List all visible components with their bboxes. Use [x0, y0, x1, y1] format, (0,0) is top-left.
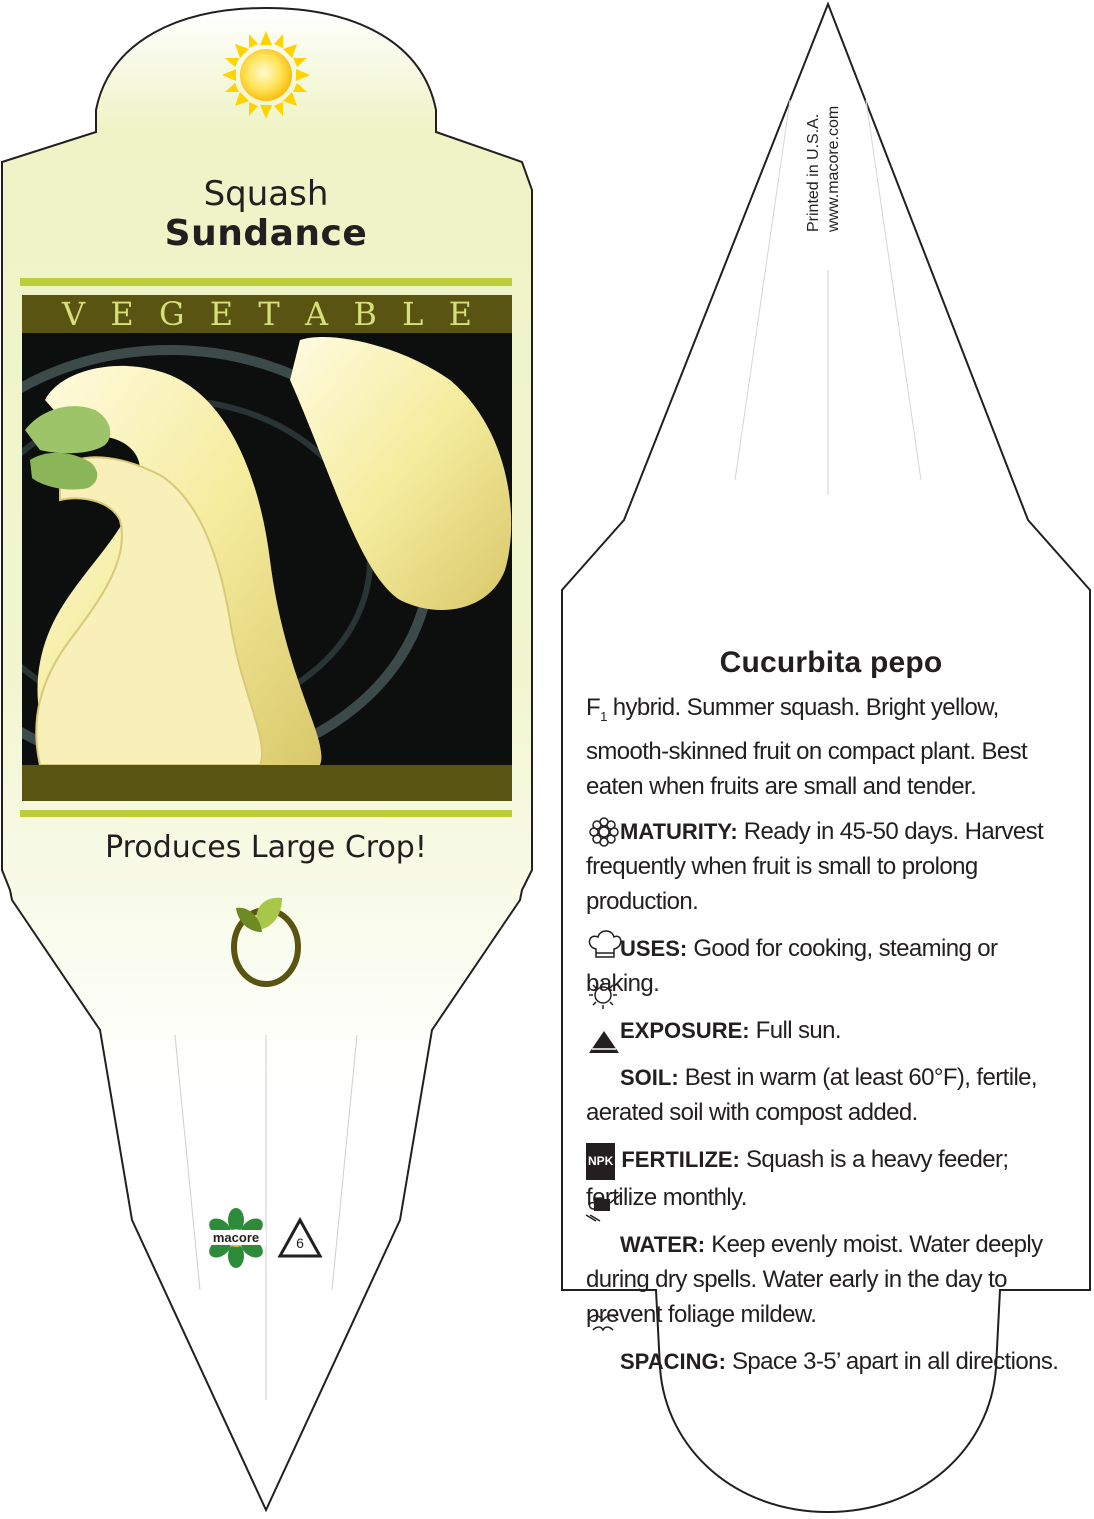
category-letter: E [209, 295, 234, 333]
category-letter: B [353, 295, 377, 333]
bottom-olive-band [22, 765, 512, 801]
category-letter: G [158, 295, 185, 333]
care-text: Good for cooking, steaming or baking. [586, 934, 998, 997]
category-letter: T [258, 295, 280, 333]
scientific-name: Cucurbita pepo [719, 646, 943, 679]
care-label: WATER: [620, 1231, 706, 1257]
care-text: Squash is a heavy feeder; fertilize monthly. [586, 1145, 1009, 1211]
care-label: USES: [620, 935, 688, 961]
top-lime-line [20, 278, 512, 286]
care-text: Ready in 45-50 days. Harvest frequently when fruit is small to prolong production. [586, 817, 1044, 915]
full-sun-icon [222, 31, 310, 119]
category-letter: E [110, 295, 134, 333]
care-label: EXPOSURE: [620, 1017, 750, 1043]
care-label: SOIL: [620, 1064, 679, 1090]
category-label [22, 296, 512, 332]
plant-info [586, 646, 1076, 1391]
care-exposure [586, 1013, 1076, 1048]
tagline: Produces Large Crop! [105, 830, 427, 865]
care-text: Best in warm (at least 60°F), fertile, aerated soil with compost added. [586, 1063, 1037, 1126]
common-name: Squash [203, 174, 329, 214]
care-water [586, 1227, 1076, 1332]
care-maturity [586, 814, 1076, 919]
category-letter: A [304, 295, 329, 333]
care-text: Space 3-5’ apart in all directions. [725, 1347, 1059, 1375]
care-label: FERTILIZE: [621, 1146, 740, 1172]
bottom-lime-line [20, 810, 512, 817]
description-text: hybrid. Summer squash. Bright yellow, smooth-skinned fruit on compact plant. Best eaten when fruits are small and tender. [586, 694, 1028, 800]
care-fertilize [586, 1142, 1076, 1215]
care-uses [586, 931, 1076, 1001]
care-spacing [586, 1344, 1076, 1379]
print-info [804, 52, 844, 232]
npk-icon: NPK [586, 1143, 615, 1180]
care-label: MATURITY: [620, 818, 738, 844]
category-letter: L [402, 295, 424, 333]
recycle-number: 6 [296, 1235, 304, 1251]
hybrid-prefix: F [586, 694, 601, 721]
hybrid-subscript: 1 [600, 708, 607, 724]
category-letter: E [448, 295, 472, 333]
website-label: www.macore.com [825, 105, 842, 232]
category-letter: V [62, 295, 86, 333]
care-text: Full sun. [749, 1016, 841, 1044]
printed-in-label: Printed in U.S.A. [805, 113, 822, 232]
description [586, 690, 1076, 804]
squash-photo [0, 333, 512, 770]
care-soil [586, 1060, 1076, 1130]
care-text: Keep evenly moist. Water deeply during dry spells. Water early in the day to prevent foliage mildew. [586, 1230, 1043, 1328]
brand-name: macore [206, 1230, 266, 1245]
care-label: SPACING: [620, 1348, 726, 1374]
variety-name: Sundance [164, 213, 368, 254]
